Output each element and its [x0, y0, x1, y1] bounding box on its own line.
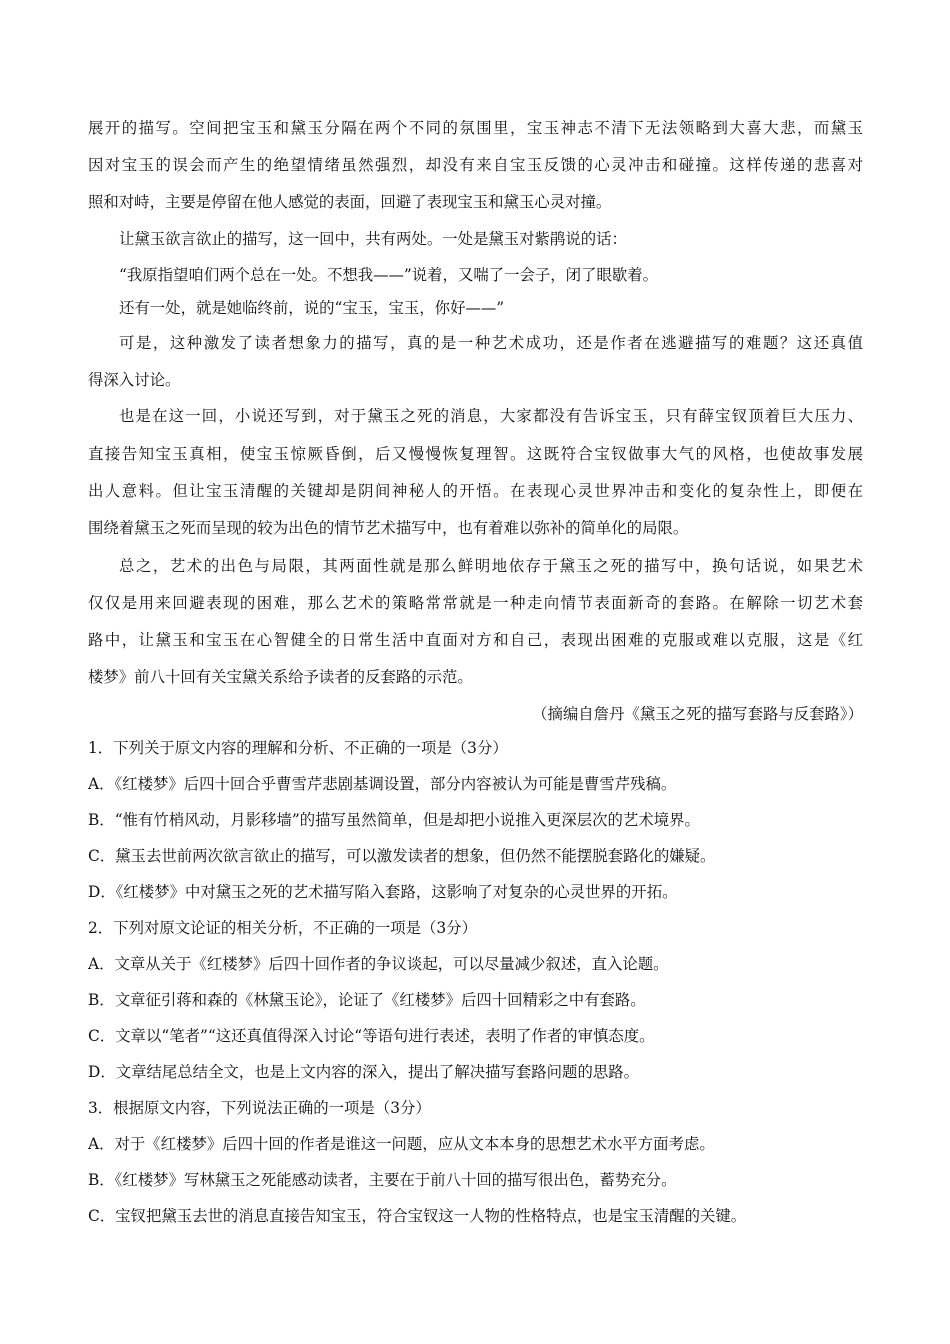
article-text-line: 也是在这一回，小说还写到，对于黛玉之死的消息，大家都没有告诉宝玉，只有薛宝钗顶着巨大压力、: [119, 407, 863, 425]
question-option: A．《红楼梦》后四十回合乎曹雪芹悲剧基调设置，部分内容被认为可能是曹雪芹残稿。: [88, 775, 677, 793]
article-text-line: 总之，艺术的出色与局限，其两面性就是那么鲜明地依存于黛玉之死的描写中，换句话说，如果艺术: [119, 557, 863, 575]
article-text-line: 仅仅是用来回避表现的困难，那么艺术的策略常常就是一种走向情节表面新奇的套路。在解除一切艺术套: [88, 594, 863, 612]
question-option: B．“惟有竹梢风动，月影移墙”的描写虽然简单，但是却把小说推入更深层次的艺术境界。: [88, 811, 700, 829]
article-text-line: 可是，这种激发了读者想象力的描写，真的是一种艺术成功，还是作者在逃避描写的难题？这还真值: [119, 334, 863, 352]
question-option: D．文章结尾总结全文，也是上文内容的深入，提出了解决描写套路问题的思路。: [88, 1063, 640, 1081]
question-option: D．《红楼梦》中对黛玉之死的艺术描写陷入套路，这影响了对复杂的心灵世界的开拓。: [88, 883, 678, 901]
question-stem: 3．根据原文内容，下列说法正确的一项是（3分）: [88, 1099, 431, 1117]
question-stem: 1．下列关于原文内容的理解和分析、不正确的一项是（3分）: [88, 739, 508, 757]
article-text-line: 因对宝玉的误会而产生的绝望情绪虽然强烈，却没有来自宝玉反馈的心灵冲击和碰撞。这样传递的悲喜对: [88, 156, 863, 174]
article-text-line: 楼梦》前八十回有关宝黛关系给予读者的反套路的示范。: [88, 668, 473, 686]
article-quote: “我原指望咱们两个总在一处。不想我——”说着，又喘了一会子，闭了眼歇着。: [119, 266, 659, 284]
question-option: A．文章从关于《红楼梦》后四十回作者的争议谈起，可以尽量减少叙述，直入论题。: [88, 955, 669, 973]
question-option: B．《红楼梦》写林黛玉之死能感动读者，主要在于前八十回的描写很出色，蓄势充分。: [88, 1171, 677, 1189]
article-text-line: 展开的描写。空间把宝玉和黛玉分隔在两个不同的氛围里，宝玉神志不清下无法领略到大喜大悲，而黛玉: [88, 119, 863, 137]
question-option: A．对于《红楼梦》后四十回的作者是谁这一问题，应从文本本身的思想艺术水平方面考虑。: [88, 1135, 715, 1153]
article-text-line: 直接告知宝玉真相，使宝玉惊厥昏倒，后又慢慢恢复理智。这既符合宝钗做事大气的风格，也使故事发展: [88, 445, 863, 463]
question-option: B．文章征引蒋和森的《林黛玉论》，论证了《红楼梦》后四十回精彩之中有套路。: [88, 991, 646, 1009]
article-text-line: 照和对峙，主要是停留在他人感觉的表面，回避了表现宝玉和黛玉心灵对撞。: [88, 193, 612, 211]
article-quote: 还有一处，就是她临终前，说的“宝玉，宝玉，你好——”: [119, 299, 505, 317]
question-option: C．宝钗把黛玉去世的消息直接告知宝玉，符合宝钗这一人物的性格特点，也是宝玉清醒的关键。: [88, 1207, 747, 1225]
article-source: （摘编自詹丹《黛玉之死的描写套路与反套路》）: [532, 705, 863, 723]
article-text-line: 得深入讨论。: [88, 371, 181, 389]
article-text-line: 路中，让黛玉和宝玉在心智健全的日常生活中直面对方和自己，表现出困难的克服或难以克服，这是《红: [88, 631, 863, 649]
question-stem: 2．下列对原文论证的相关分析，不正确的一项是（3分）: [88, 919, 477, 937]
article-text-line: 出人意料。但让宝玉清醒的关键却是阴间神秘人的开悟。在表现心灵世界冲击和变化的复杂性上，即便在: [88, 482, 863, 500]
question-option: C．黛玉去世前两次欲言欲止的描写，可以激发读者的想象，但仍然不能摆脱套路化的嫌疑。: [88, 847, 716, 865]
question-option: C．文章以“笔者”“这还真值得深入讨论“等语句进行表述，表明了作者的审慎态度。: [88, 1027, 655, 1045]
article-text-line: 围绕着黛玉之死而呈现的较为出色的情节艺术描写中，也有着难以弥补的简单化的局限。: [88, 519, 689, 537]
article-text-line: 让黛玉欲言欲止的描写，这一回中，共有两处。一处是黛玉对紫鹃说的话：: [119, 230, 627, 248]
